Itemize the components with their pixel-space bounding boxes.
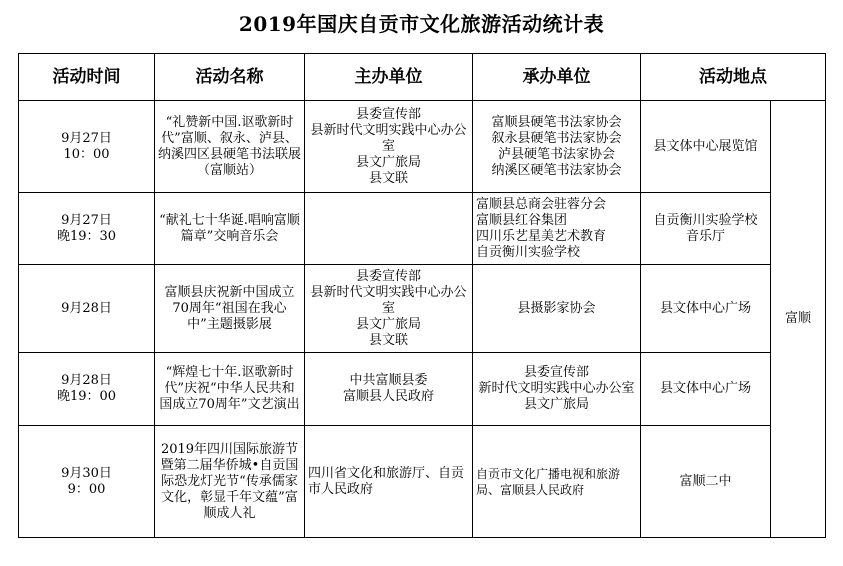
page-title: 2019年国庆自贡市文化旅游活动统计表 bbox=[238, 12, 605, 36]
table-row bbox=[19, 265, 826, 353]
activity-table bbox=[18, 53, 826, 538]
cell-venue: 县文体中心广场 bbox=[641, 353, 771, 426]
cell-host: 县委宣传部 县新时代文明实践中心办公室 县文广旅局 县文联 bbox=[305, 265, 473, 353]
cell-name: “献礼七十华诞.唱响富顺篇章”交响音乐会 bbox=[155, 193, 305, 265]
header-row bbox=[19, 54, 826, 101]
table-row bbox=[19, 193, 826, 265]
cell-venue: 县文体中心展览馆 bbox=[641, 101, 771, 193]
cell-organizer: 富顺县总商会驻蓉分会 富顺县红谷集团 四川乐艺星美艺术教育 自贡衡川实验学校 bbox=[473, 193, 641, 265]
cell-venue: 富顺二中 bbox=[641, 426, 771, 538]
cell-time: 9月30日 9：00 bbox=[19, 426, 155, 538]
cell-name: 富顺县庆祝新中国成立70周年“祖国在我心中”主题摄影展 bbox=[155, 265, 305, 353]
cell-organizer: 富顺县硬笔书法家协会 叙永县硬笔书法家协会 泸县硬笔书法家协会 纳溪区硬笔书法家协会 bbox=[473, 101, 641, 193]
table-row bbox=[19, 426, 826, 538]
cell-venue: 自贡衡川实验学校 音乐厅 bbox=[641, 193, 771, 265]
header-location: 活动地点 bbox=[641, 54, 826, 101]
cell-host: 四川省文化和旅游厅、自贡市人民政府 bbox=[305, 426, 473, 538]
header-name: 活动名称 bbox=[155, 54, 305, 101]
cell-time: 9月28日 晚19：00 bbox=[19, 353, 155, 426]
cell-name: “辉煌七十年.讴歌新时代”庆祝“中华人民共和国成立70周年”文艺演出 bbox=[155, 353, 305, 426]
cell-organizer: 县委宣传部 新时代文明实践中心办公室 县文广旅局 bbox=[473, 353, 641, 426]
cell-time: 9月28日 bbox=[19, 265, 155, 353]
cell-county: 富顺 bbox=[771, 101, 826, 538]
table-row bbox=[19, 101, 826, 193]
table-row bbox=[19, 353, 826, 426]
header-host: 主办单位 bbox=[305, 54, 473, 101]
header-time: 活动时间 bbox=[19, 54, 155, 101]
cell-time: 9月27日 10：00 bbox=[19, 101, 155, 193]
cell-host: 县委宣传部 县新时代文明实践中心办公室 县文广旅局 县文联 bbox=[305, 101, 473, 193]
cell-host: 中共富顺县委 富顺县人民政府 bbox=[305, 353, 473, 426]
cell-name: “礼赞新中国.讴歌新时代”富顺、叙永、泸县、纳溪四区县硬笔书法联展（富顺站） bbox=[155, 101, 305, 193]
cell-time: 9月27日 晚19：30 bbox=[19, 193, 155, 265]
cell-venue: 县文体中心广场 bbox=[641, 265, 771, 353]
cell-host bbox=[305, 193, 473, 265]
cell-organizer: 县摄影家协会 bbox=[473, 265, 641, 353]
cell-name: 2019年四川国际旅游节暨第二届华侨城•自贡国际恐龙灯光节“传承儒家文化，彰显千年文蕴”富顺成人礼 bbox=[155, 426, 305, 538]
header-organizer: 承办单位 bbox=[473, 54, 641, 101]
cell-organizer: 自贡市文化广播电视和旅游局、富顺县人民政府 bbox=[473, 426, 641, 538]
